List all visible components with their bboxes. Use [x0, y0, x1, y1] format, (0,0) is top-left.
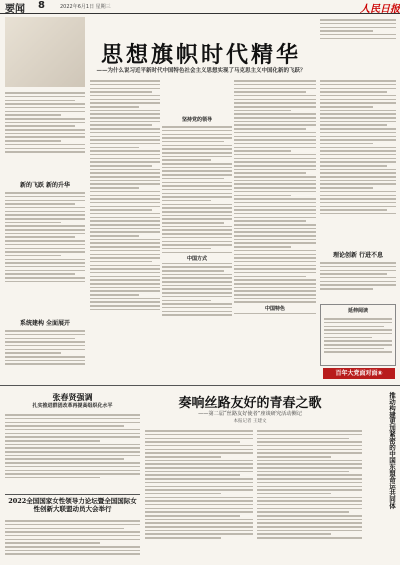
subhead-chinese-way: 中国方式 [162, 255, 232, 262]
body-column-3 [234, 78, 316, 368]
subhead-chinese-feature: 中国特色 [234, 305, 316, 312]
further-reading-box [320, 304, 396, 366]
bottom-right-vertical-title: 推动构建更加紧密的中国东盟命运共同体 [388, 392, 396, 509]
bottom-center-title: 奏响丝路友好的青春之歌 [178, 396, 322, 411]
left-column-mid [5, 190, 85, 315]
right-column-mid [320, 78, 396, 248]
body-column-1 [90, 78, 160, 368]
series-banner: 百年大党面对面⑧ [323, 368, 395, 379]
newspaper-logo: 人民日报 [360, 4, 400, 15]
bottom-left-subhead: 扎实推进群团改革再提高组织化水平 [32, 403, 113, 409]
horizontal-divider [0, 385, 400, 386]
further-reading-title: 延伸阅读 [347, 308, 368, 314]
bottom-center-subtitle: ——第二届“丝路友好使者”座谈研究活动侧记 [198, 411, 302, 417]
bottom-left-divider [5, 494, 140, 495]
bottom-center-body-1 [145, 428, 253, 563]
left-column-bottom [5, 328, 85, 378]
bottom-left-headline-2: 2022全国国家女性领导力论坛暨全国国际女性创新大联盟动员大会举行 [8, 497, 137, 513]
bottom-left-headline: 张春贤强调 [52, 392, 93, 402]
subhead-system: 系统建构 全面展开 [19, 320, 71, 327]
page-number: 8 [38, 0, 45, 11]
right-column-top [320, 17, 396, 47]
body-column-2 [162, 124, 232, 368]
bottom-center-byline: 本报记者 王建文 [233, 419, 267, 424]
lead-title: 思想旗帜时代精华 [100, 42, 301, 68]
subhead-party-leadership: 坚持党的领导 [181, 117, 212, 123]
lead-subtitle: ——为什么说习近平新时代中国特色社会主义思想实现了马克思主义中国化新的飞跃？ [96, 68, 306, 74]
subhead-theory-innovation: 理论创新 行进不息 [332, 252, 384, 259]
subhead-new-leap: 新的飞跃 新的升华 [19, 182, 71, 189]
section-name: 要闻 [5, 4, 25, 15]
bottom-left-body-2 [5, 518, 140, 563]
left-column-top [5, 90, 85, 175]
bottom-left-body [5, 412, 140, 492]
right-column-lower [320, 260, 396, 300]
lead-photo [5, 17, 85, 87]
issue-date: 2022年6月1日 星期三 [60, 4, 111, 10]
bottom-center-body-2 [257, 428, 362, 563]
